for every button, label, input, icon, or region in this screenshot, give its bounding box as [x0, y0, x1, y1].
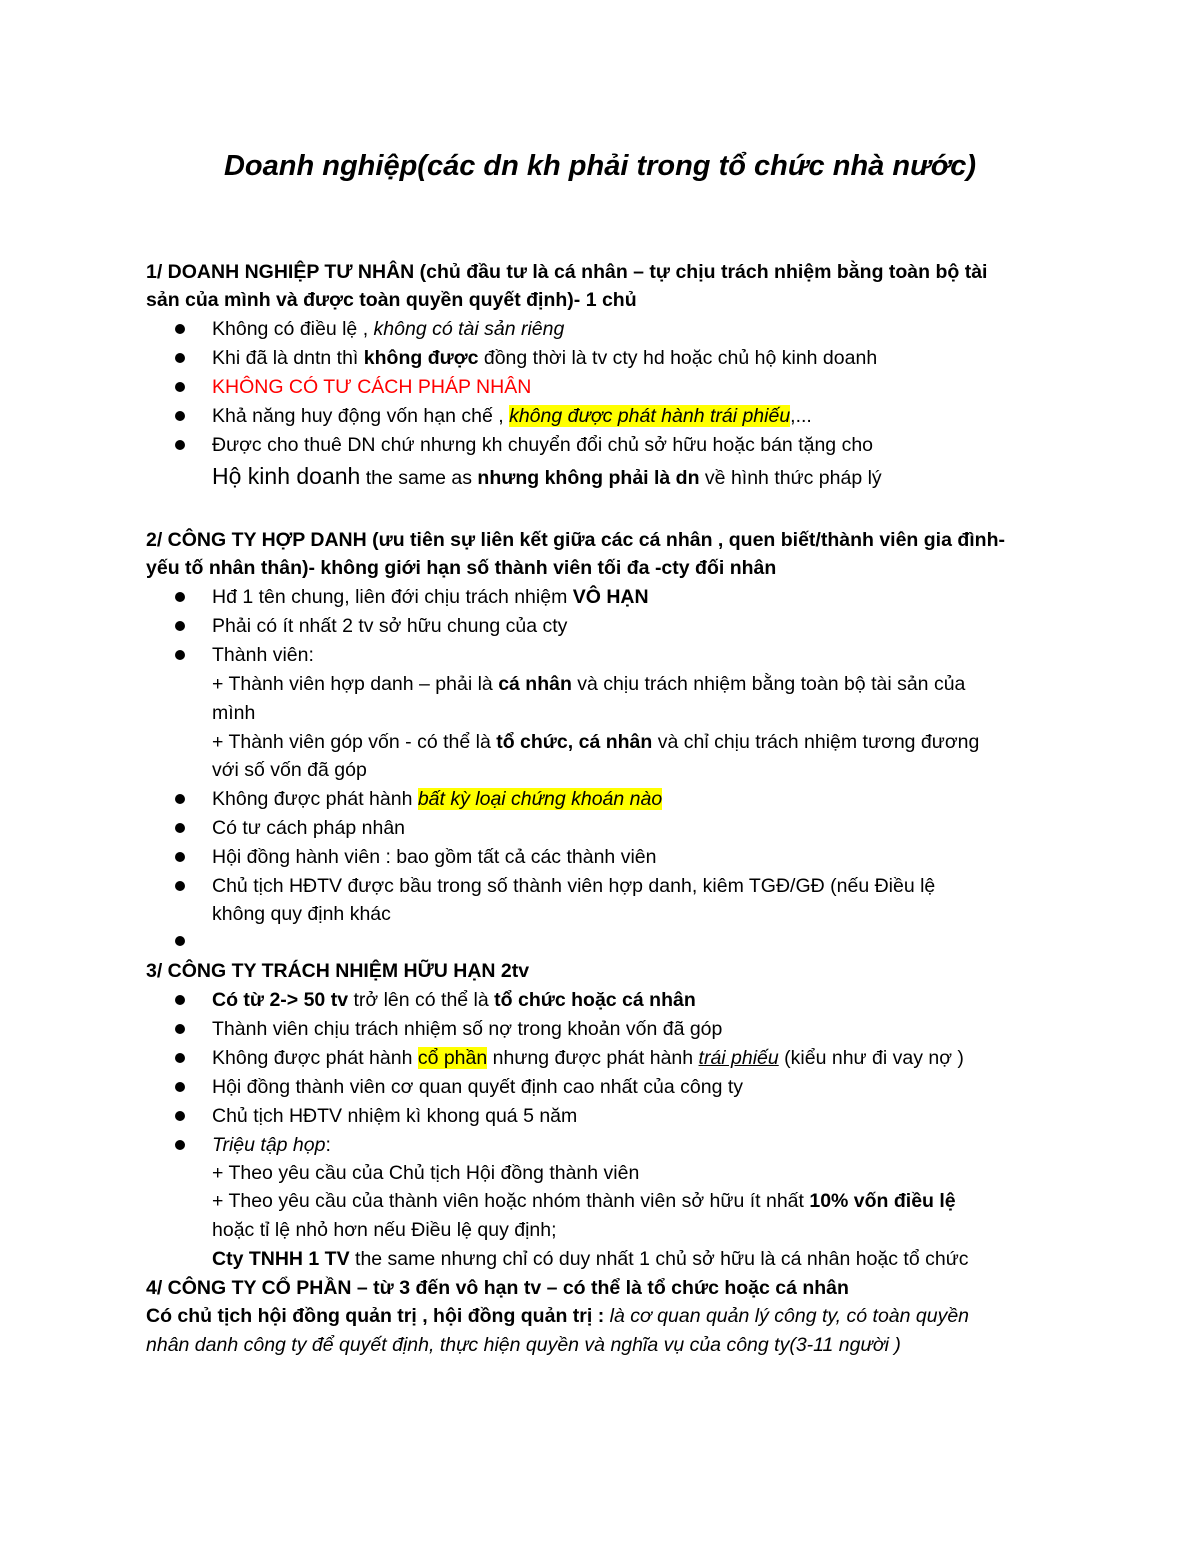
list-item-cont: + Thành viên góp vốn - có thể là tổ chức, cá nhân và chỉ chịu trách nhiệm tương đương — [212, 731, 980, 753]
list-item: Được cho thuê DN chứ nhưng kh chuyển đổi chủ sở hữu hoặc bán tặng cho — [212, 434, 874, 456]
section-4-heading: 4/ CÔNG TY CỔ PHẦN – từ 3 đến vô hạn tv – có thể là tổ chức hoặc cá nhân — [146, 1277, 849, 1299]
bullet-icon — [175, 881, 185, 891]
document-title: Doanh nghiệp(các dn kh phải trong tổ chức nhà nước) — [223, 150, 977, 182]
bullet-icon — [175, 794, 185, 804]
list-item-cont: hoặc tỉ lệ nhỏ hơn nếu Điều lệ quy định; — [212, 1219, 557, 1241]
bullet-icon — [175, 1082, 185, 1092]
list-item: Hội đồng hành viên : bao gồm tất cả các thành viên — [212, 846, 657, 868]
list-item-cont: Cty TNHH 1 TV the same nhưng chỉ có duy nhất 1 chủ sở hữu là cá nhân hoặc tổ chức — [212, 1248, 969, 1270]
list-item-cont: + Thành viên hợp danh – phải là cá nhân và chịu trách nhiệm bằng toàn bộ tài sản của — [212, 673, 966, 695]
paragraph-cont: nhân danh công ty để quyết định, thực hiện quyền và nghĩa vụ của công ty(3-11 người ) — [146, 1334, 901, 1356]
bullet-icon — [175, 1111, 185, 1121]
bullet-icon — [175, 621, 185, 631]
list-item: Có từ 2-> 50 tv trở lên có thể là tổ chức hoặc cá nhân — [212, 989, 696, 1011]
section-1-heading: 1/ DOANH NGHIỆP TƯ NHÂN (chủ đầu tư là cá nhân – tự chịu trách nhiệm bằng toàn bộ tài — [146, 261, 988, 283]
list-item: Chủ tịch HĐTV được bầu trong số thành viên hợp danh, kiêm TGĐ/GĐ (nếu Điều lệ — [212, 875, 936, 897]
list-item: Khả năng huy động vốn hạn chế , không được phát hành trái phiếu,... — [212, 405, 812, 427]
section-1-heading-cont: sản của mình và được toàn quyền quyết định)- 1 chủ — [146, 289, 637, 311]
bullet-icon — [175, 382, 185, 392]
list-item: Thành viên chịu trách nhiệm số nợ trong khoản vốn đã góp — [212, 1018, 723, 1040]
list-item-cont: không quy định khác — [212, 903, 391, 925]
bullet-icon — [175, 1140, 185, 1150]
bullet-icon — [175, 995, 185, 1005]
bullet-icon — [175, 650, 185, 660]
bullet-icon — [175, 324, 185, 334]
bullet-icon — [175, 823, 185, 833]
list-item: Phải có ít nhất 2 tv sở hữu chung của cty — [212, 615, 568, 637]
bullet-icon — [175, 440, 185, 450]
list-item: Hđ 1 tên chung, liên đới chịu trách nhiệm VÔ HẠN — [212, 586, 649, 608]
list-item-cont: + Theo yêu cầu của thành viên hoặc nhóm thành viên sở hữu ít nhất 10% vốn điều lệ — [212, 1190, 956, 1212]
list-item-cont: với số vốn đã góp — [212, 759, 367, 781]
list-item: Chủ tịch HĐTV nhiệm kì khong quá 5 năm — [212, 1105, 578, 1127]
paragraph: Có chủ tịch hội đồng quản trị , hội đồng quản trị : là cơ quan quản lý công ty, có toàn quyền — [146, 1305, 970, 1327]
section-3-heading: 3/ CÔNG TY TRÁCH NHIỆM HỮU HẠN 2tv — [146, 960, 530, 982]
list-item: Có tư cách pháp nhân — [212, 817, 406, 839]
bullet-icon — [175, 411, 185, 421]
section-2-heading-cont: yếu tố nhân thân)- không giới hạn số thành viên tối đa -cty đối nhân — [146, 557, 777, 579]
bullet-icon — [175, 592, 185, 602]
list-item-cont: Hộ kinh doanh the same as nhưng không phải là dn về hình thức pháp lý — [212, 463, 882, 489]
list-item: Hội đồng thành viên cơ quan quyết định cao nhất của công ty — [212, 1076, 743, 1098]
bullet-icon — [175, 936, 185, 946]
bullet-icon — [175, 1024, 185, 1034]
list-item-cont: mình — [212, 702, 256, 724]
list-item-cont: + Theo yêu cầu của Chủ tịch Hội đồng thành viên — [212, 1162, 640, 1184]
section-2-heading: 2/ CÔNG TY HỢP DANH (ưu tiên sự liên kết giữa các cá nhân , quen biết/thành viên gia đình- — [146, 529, 1005, 551]
list-item: Thành viên: — [212, 644, 314, 666]
list-item: Khi đã là dntn thì không được đồng thời là tv cty hd hoặc chủ hộ kinh doanh — [212, 347, 878, 369]
bullet-icon — [175, 852, 185, 862]
list-item: KHÔNG CÓ TƯ CÁCH PHÁP NHÂN — [212, 376, 532, 398]
list-item: Không được phát hành bất kỳ loại chứng khoán nào — [212, 788, 663, 810]
list-item: Triệu tập họp: — [212, 1134, 331, 1156]
list-item: Không có điều lệ , không có tài sản riêng — [212, 318, 565, 340]
bullet-icon — [175, 1053, 185, 1063]
list-item: Không được phát hành cổ phần nhưng được phát hành trái phiếu (kiểu như đi vay nợ ) — [212, 1047, 964, 1069]
bullet-icon — [175, 353, 185, 363]
